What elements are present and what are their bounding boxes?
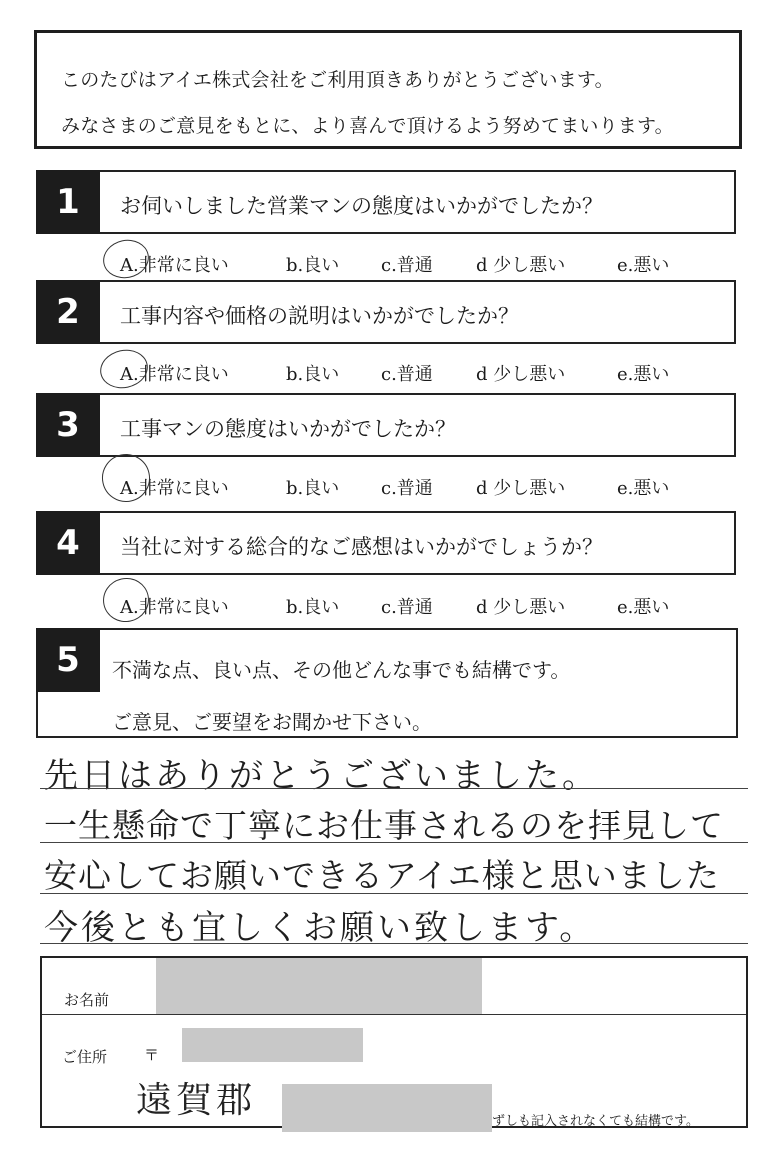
question-number: 4 [36,511,100,575]
question-5 [36,628,738,738]
answer-options-2 [120,360,700,386]
option-a[interactable]: A.非常に良い [120,255,229,276]
intro-line-1: このたびはアイエ株式会社をご利用頂きありがとうございます。 [61,69,614,91]
footnote: ずしも記入されなくても結構です。 [492,1114,699,1129]
question-text: 工事マンの態度はいかがでしたか？ [120,417,456,441]
option-b[interactable]: b.良い [286,597,340,618]
question-number: 3 [36,393,100,457]
comment-line-4: 今後とも宜しくお願い致します。 [44,908,597,948]
answer-options-4 [120,593,700,619]
comment-rule [40,788,748,789]
option-c[interactable]: c.普通 [381,364,433,385]
question-2 [36,280,736,344]
form-divider [42,1014,746,1015]
comment-rule [40,893,748,894]
name-redacted [156,958,482,1014]
option-d[interactable]: d 少し悪い [476,597,566,618]
option-c[interactable]: c.普通 [381,478,433,499]
option-d[interactable]: d 少し悪い [476,364,566,385]
contact-form [40,956,748,1128]
question-box [100,511,736,575]
question-box [100,170,736,234]
option-e[interactable]: e.悪い [617,255,670,276]
option-a[interactable]: A.非常に良い [120,597,229,618]
question-text: お伺いしました営業マンの態度はいかがでしたか？ [120,194,603,218]
address-label: ご住所 [62,1048,108,1066]
option-b[interactable]: b.良い [286,478,340,499]
question-box [100,393,736,457]
question-1 [36,170,736,234]
answer-options-3 [120,474,700,500]
intro-line-2: みなさまのご意見をもとに、より喜んで頂けるよう努めてまいります。 [61,115,674,137]
question-number: 5 [36,628,100,692]
comment-line-1: 先日はありがとうございました。 [44,756,599,796]
postal-code-redacted [182,1028,363,1062]
question-4 [36,511,736,575]
postal-mark: 〒 [144,1046,160,1064]
question-text: 当社に対する総合的なご感想はいかがでしょうか？ [120,535,603,559]
option-e[interactable]: e.悪い [617,364,670,385]
option-b[interactable]: b.良い [286,255,340,276]
question-number: 2 [36,280,100,344]
option-d[interactable]: d 少し悪い [476,255,566,276]
option-a[interactable]: A.非常に良い [120,478,229,499]
comment-line-2: 一生懸命で丁寧にお仕事されるのを拝見して [44,806,724,845]
address-redacted [282,1084,492,1132]
question-text-line-2: ご意見、ご要望をお聞かせ下さい。 [112,710,432,734]
option-b[interactable]: b.良い [286,364,340,385]
comment-line-3: 安心してお願いできるアイエ様と思いました [44,856,720,895]
comment-rule [40,943,748,944]
question-3 [36,393,736,457]
name-label: お名前 [64,991,110,1009]
question-number: 1 [36,170,100,234]
intro-box [34,30,742,149]
address-handwritten: 遠賀郡 [136,1080,257,1121]
option-a[interactable]: A.非常に良い [120,364,229,385]
question-text-line-1: 不満な点、良い点、その他どんな事でも結構です。 [112,658,571,682]
option-c[interactable]: c.普通 [381,597,433,618]
option-c[interactable]: c.普通 [381,255,433,276]
answer-options-1 [120,251,700,277]
option-e[interactable]: e.悪い [617,478,670,499]
question-box [100,280,736,344]
option-e[interactable]: e.悪い [617,597,670,618]
option-d[interactable]: d 少し悪い [476,478,566,499]
comment-rule [40,842,748,843]
question-text: 工事内容や価格の説明はいかがでしたか？ [120,304,519,328]
